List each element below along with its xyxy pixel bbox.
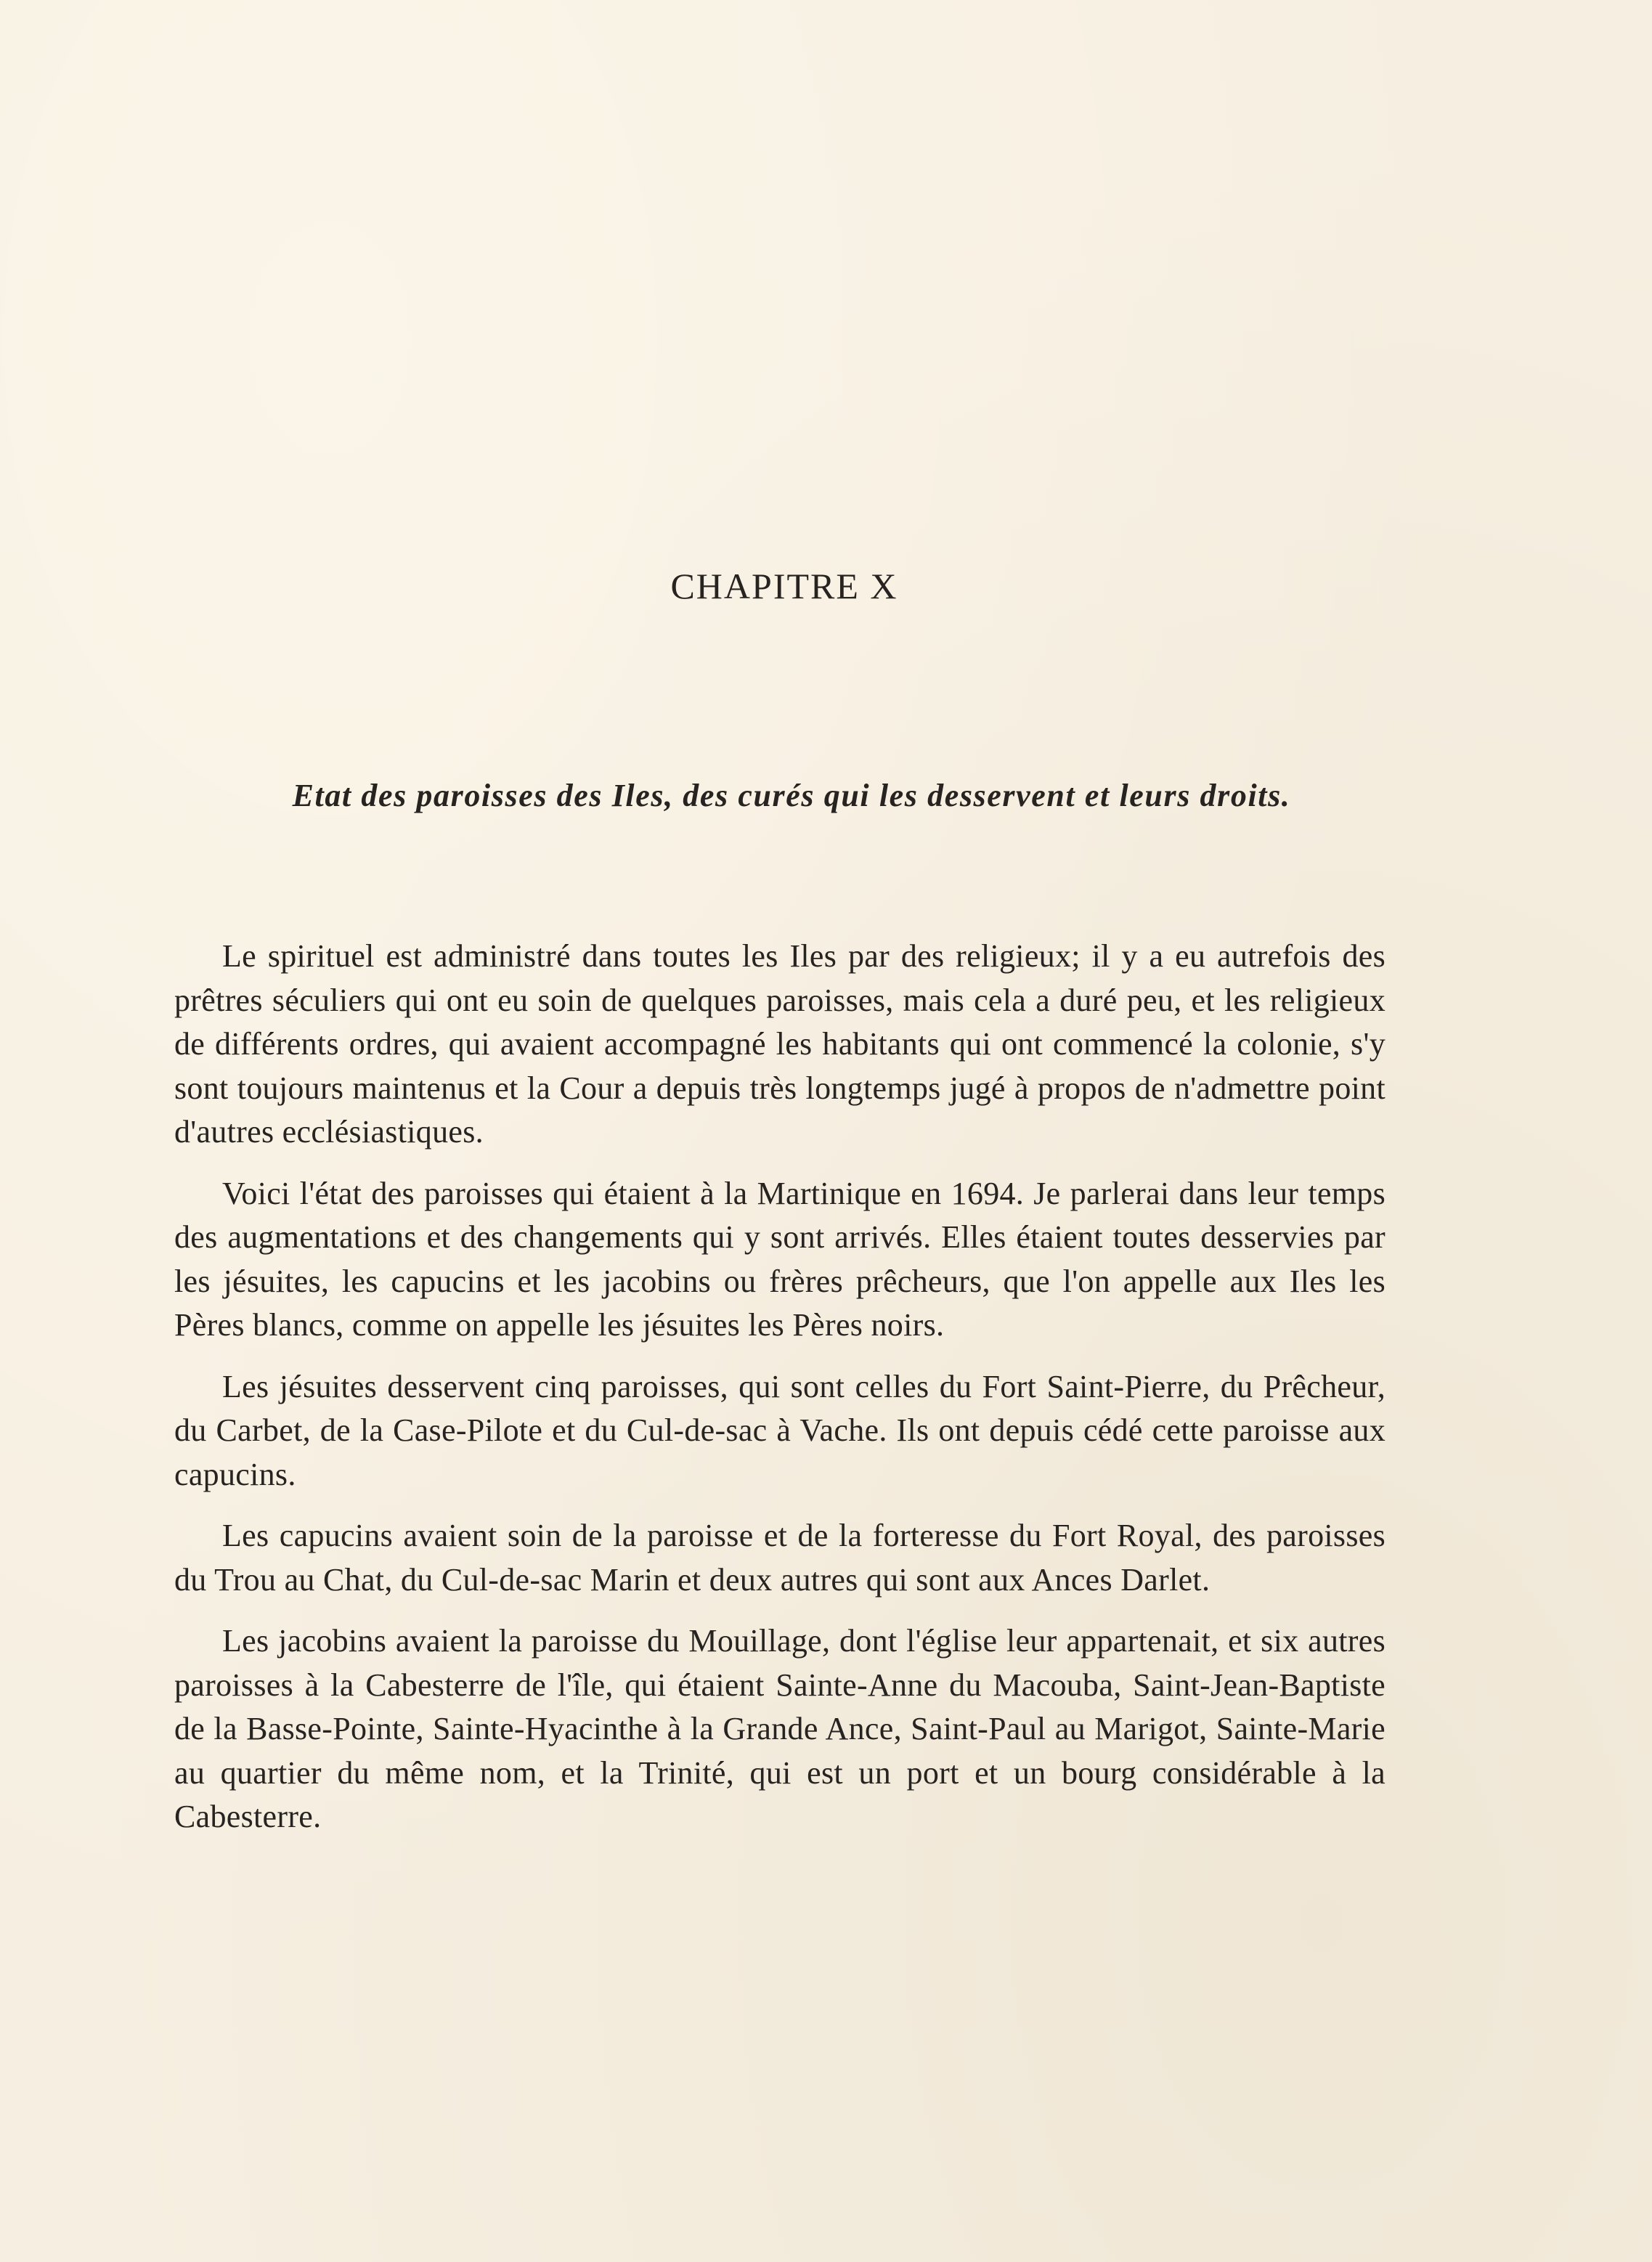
paragraph-capuchins: Les capucins avaient soin de la paroisse et de la forteresse du Fort Royal, des paroisses du Trou au Chat, du Cul-de-sac Marin et deux autres qui sont aux Ances Darlet. [174,1518,1386,1598]
chapter-body [174,935,1386,1857]
paragraph-jacobins: Les jacobins avaient la paroisse du Mouillage, dont l'église leur appartenait, et six autres paroisses à la Cabesterre de l'île, qui étaient Sainte-Anne du Macouba, Saint-Jean-Baptiste de la Basse-Pointe, Sainte-Hyacinthe à la Grande Ance, Saint-Paul au Marigot, Sainte-Marie au quartier du même nom, et la Trinité, qui est un port et un bourg considérable à la Cabesterre. [174,1623,1386,1834]
paragraph-jesuits: Les jésuites desservent cinq paroisses, qui sont celles du Fort Saint-Pierre, du Prêcheur, du Carbet, de la Case-Pilote et du Cul-de-sac à Vache. Ils ont depuis cédé cette paroisse aux capucins. [174,1368,1386,1492]
chapter-heading: CHAPITRE X [670,566,898,606]
paragraph-spiritual-administration: Le spirituel est administré dans toutes les Iles par des religieux; il y a eu autrefois des prêtres séculiers qui ont eu soin de quelques paroisses, mais cela a duré peu, et les religieux de différents ordres, qui avaient accompagné les habitants qui ont commencé la colonie, s'y sont toujours maintenus et la Cour a depuis très longtemps jugé à propos de n'admettre point d'autres ecclésiastiques. [174,938,1386,1150]
paragraph-parishes-1694: Voici l'état des paroisses qui étaient à la Martinique en 1694. Je parlerai dans leur temps des augmentations et des changements qui y sont arrivés. Elles étaient toutes desservies par les jésuites, les capucins et les jacobins ou frères prêcheurs, que l'on appelle aux Iles les Pères blancs, comme on appelle les jésuites les Pères noirs. [174,1175,1386,1343]
chapter-subtitle: Etat des paroisses des Iles, des curés qui les desservent et leurs droits. [292,778,1291,813]
